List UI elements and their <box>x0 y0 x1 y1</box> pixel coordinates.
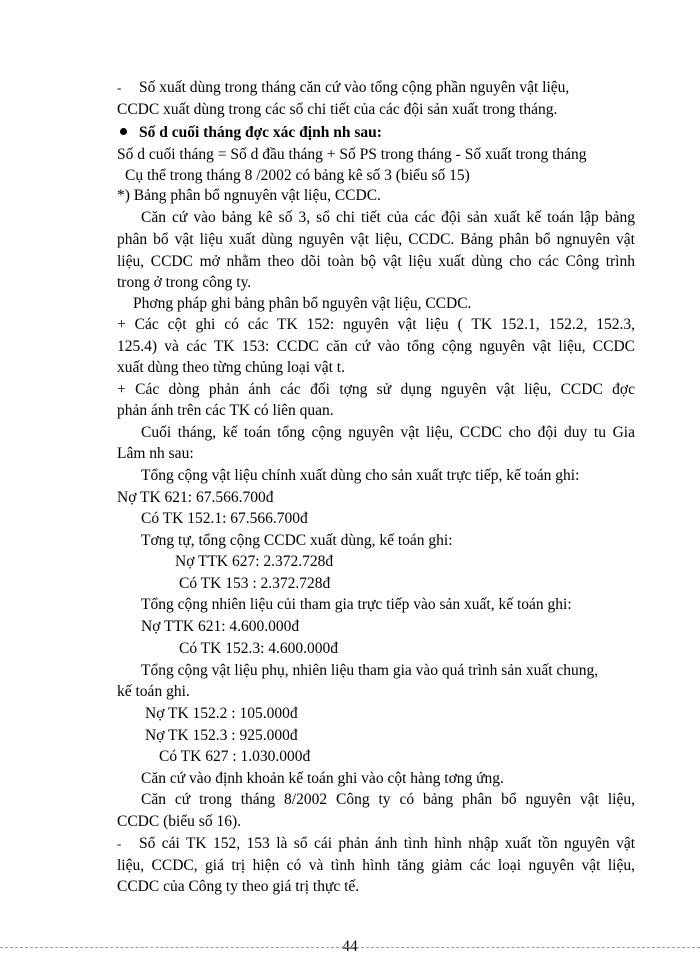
journal-entry-line: Nợ TK 152.3 : 925.000đ <box>145 726 298 744</box>
paragraph-line: trong ở trong công ty. <box>117 273 252 291</box>
paragraph-line: 125.4) và các TK 153: CCDC căn cứ vào tổng cộng nguyên vật liệu, CCDC <box>117 337 635 355</box>
text-line: Tổng cộng vật liệu phụ, nhiên liệu tham gia vào quá trình sản xuất chung, <box>141 661 599 679</box>
dash-bullet: - <box>117 835 122 851</box>
journal-entry-line: Có TK 152.1: 67.566.700đ <box>141 509 308 527</box>
text-line: Phơng pháp ghi bảng phân bổ nguyên vật liệu, CCDC. <box>133 294 472 312</box>
journal-entry-line: Nợ TTK 627: 2.372.728đ <box>175 552 334 570</box>
text-line: kế toán ghi. <box>117 682 190 700</box>
section-heading: *) Bảng phân bổ ngnuyên vật liệu, CCDC. <box>117 186 381 204</box>
text-line: Số xuất dùng trong tháng căn cứ vào tổng cộng phần nguyên vật liệu, <box>139 79 570 96</box>
section-heading: Số d cuối tháng đợc xác định nh sau: <box>139 123 382 141</box>
page-break-rule <box>0 947 700 948</box>
journal-entry-line: Có TK 152.3: 4.600.000đ <box>179 639 339 657</box>
paragraph-line: CCDC của Công ty theo giá trị thực tế. <box>117 877 360 895</box>
text-line: Tổng cộng nhiên liệu củi tham gia trực tiếp vào sản xuất, kế toán ghi: <box>141 595 572 613</box>
text-line: Tơng tự, tổng cộng CCDC xuất dùng, kế toán ghi: <box>141 531 453 549</box>
journal-entry-line: Nợ TK 621: 67.566.700đ <box>117 488 274 506</box>
journal-entry-line: Có TK 153 : 2.372.728đ <box>179 574 331 592</box>
paragraph-line: phân bổ vật liệu xuất dùng nguyên vật liệu, CCDC. Bảng phân bổ ngnuyên vật <box>117 230 635 248</box>
journal-entry-line: Có TK 627 : 1.030.000đ <box>159 747 311 765</box>
paragraph-line: + Các cột ghi có các TK 152: nguyên vật liệu ( TK 152.1, 152.2, 152.3, <box>117 315 635 333</box>
paragraph-line: CCDC (biểu số 16). <box>117 812 241 830</box>
bullet-dot-icon <box>120 128 127 135</box>
paragraph-line: phản ánh trên các TK có liên quan. <box>117 401 334 419</box>
paragraph-line: liệu, CCDC, giá trị hiện có và tình hình tăng giảm các loại nguyên vật liệu, <box>117 856 635 874</box>
dash-bullet: - <box>117 80 122 95</box>
paragraph-line: Cuối tháng, kế toán tổng cộng nguyên vật liệu, CCDC cho đội duy tu Gia <box>141 423 635 441</box>
paragraph-line: + Các dòng phản ánh các đối tợng sử dụng nguyên vật liệu, CCDC đợc <box>117 380 635 398</box>
text-line: Tổng cộng vật liệu chính xuất dùng cho sản xuất trực tiếp, kế toán ghi: <box>141 466 580 484</box>
paragraph-line: Căn cứ vào bảng kê số 3, sổ chi tiết của các đội sản xuất kế toán lập bảng <box>141 208 635 226</box>
paragraph-line: liệu, CCDC mở nhằm theo dõi toàn bộ vật liệu xuất dùng cho các Công trình <box>117 252 635 270</box>
paragraph-line: Sổ cái TK 152, 153 là sổ cái phản ánh tình hình nhập xuất tồn nguyên vật <box>139 834 635 852</box>
journal-entry-line: Nợ TTK 621: 4.600.000đ <box>141 617 300 635</box>
paragraph-line: Lâm nh sau: <box>117 445 194 462</box>
journal-entry-line: Nợ TK 152.2 : 105.000đ <box>145 704 298 722</box>
formula-line: Số d cuối tháng = Số d đầu tháng + Số PS trong tháng - Số xuất trong tháng <box>117 145 587 163</box>
page-number: 44 <box>342 938 358 955</box>
paragraph-line: xuất dùng theo từng chủng loại vật t. <box>117 358 345 376</box>
text-line: Căn cứ vào định khoản kế toán ghi vào cột hàng tơng ứng. <box>141 769 504 787</box>
paragraph-line: Căn cứ trong tháng 8/2002 Công ty có bảng phân bổ nguyên vật liệu, <box>141 790 635 808</box>
text-line: Cụ thể trong tháng 8 /2002 có bảng kê số 3 (biểu số 15) <box>125 166 470 184</box>
text-line: CCDC xuất dùng trong các sổ chi tiết của các đội sản xuất trong tháng. <box>117 100 558 118</box>
